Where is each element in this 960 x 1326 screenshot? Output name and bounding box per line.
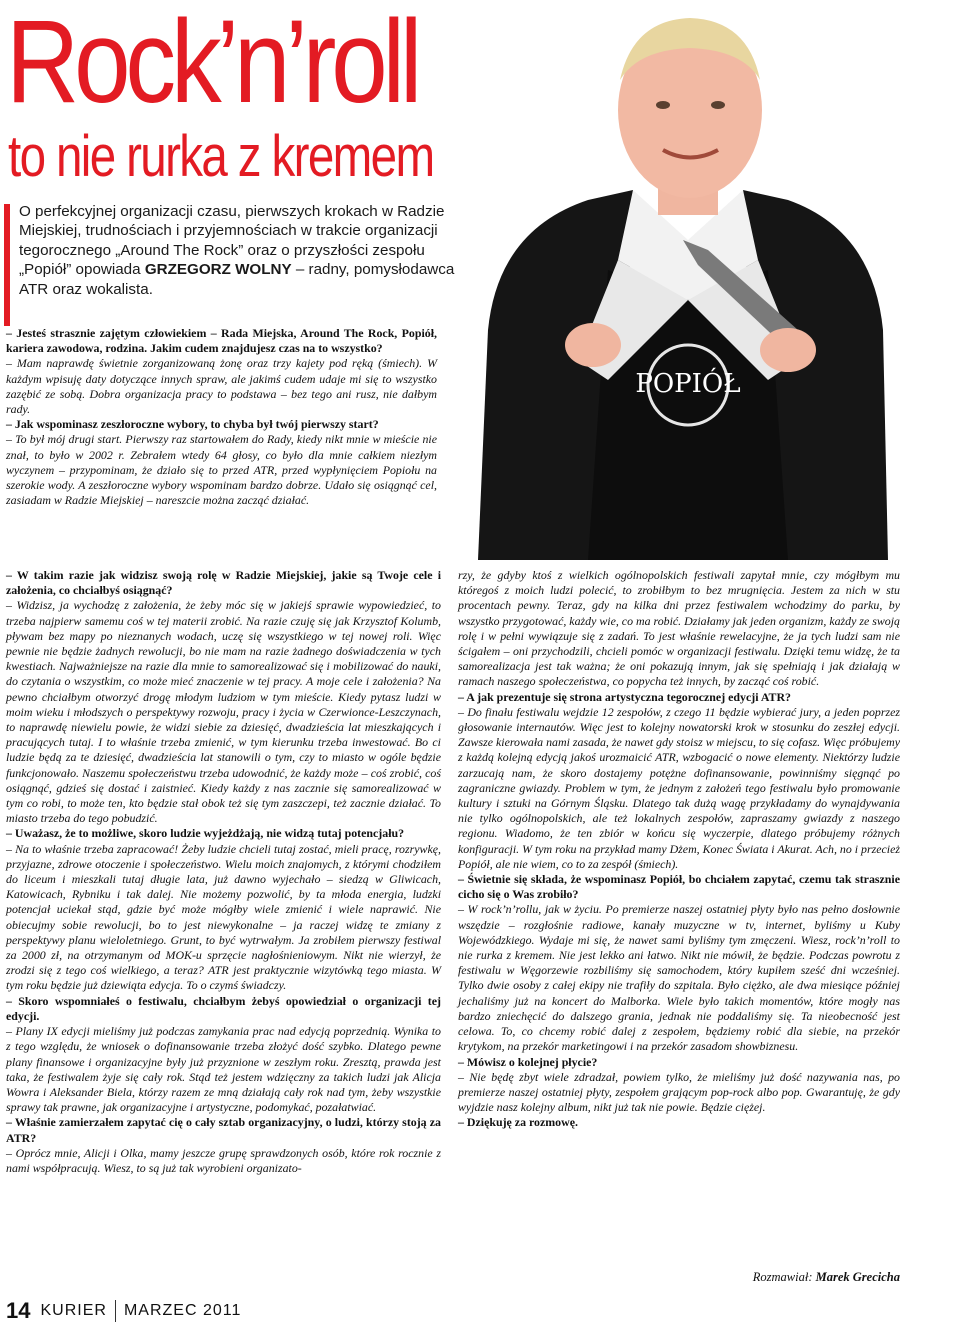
interview-answer: – Widzisz, ja wychodzę z założenia, że żeby móc się w jakiejś sprawie wypowiedzieć, to trzeba najpierw samemu coś w tej materii zrobić. Na razie czuję się jak Krzysztof Kolumb, pływam bez mapy po nieznanych wodach, uczę się wszystkiego w tej nowej roli. Więc pewnie nie będzie żadnych rewolucji, bo nie mam na razie żadnego doświadczenia w tych kwestiach. Najważniejsze na razie dla mnie to samorealizować się i mobilizować do nauki, do czytania o wszystkim, co może mieć znaczenie w tej pracy. A moje cele i założenia? Na pewno chciałbym otworzyć drogę młodym ludziom w tym mieście. Kiedy pytasz ludzi w moim wieku i młodszych o perspektywy rozwoju, pracy i życia w Czerwionce-Leszczynach, to naprawdę niewielu powie, że widzi siebie za dziesięć, dwadzieścia lat mieszkających i pracujących tutaj. I to właśnie trzeba zmienić, w tym kierunku trzeba inwestować. Bo ci ludzie będą za te dziesięć, dwadzieścia lat stanowili o tym, czy to miasto w ogóle będzie funkcjonowało. Naszemu społeczeństwu trzeba udowodnić, że każdy może – coś zrobić, coś osiągnąć, gdzieś się dostać i zaistnieć. Kiedy każdy z nas zacznie się samorealizować w tym co robi, to może ten, kto będzie stał obok też się tym zaszczepi, też zacznie działać. To miasto trzeba do tego pobudzić.: [6, 598, 441, 826]
interview-answer: – W rock’n’rollu, jak w życiu. Po premierze naszej ostatniej płyty było nas pełno dosłownie wszędzie – rozgłośnie radiowe, kanały muzyczne w tv, internet, byliśmy u Kuby Wojewódzkiego. Wydaje mi się, że nawet sami byliśmy tym zmęczeni. Wiesz, rock’n’roll to nie rurka z kremem. Nie jest lekko ani łatwo. Nikt nie mówił, że będzie. Podczas powrotu z festiwalu w Węgorzewie rozbiliśmy się samochodem, który kupiłem sześć dni wcześniej. Tylko dwie osoby z całej ekipy nie trafiły do szpitala. Było ciężko, ale dwa miesiące później jechaliśmy już na koncert do Malborka. Wiele było takich momentów, które mogły nas bardzo zniechęcić do dalszego grania, jednak nie poddaliśmy się. Ta nieobecność jest celowa. To, co chcemy robić dalej z zespołem, będziemy robić dla siebie, na przekór krytykom, na przekór marketingowi i na przekór zasadom showbiznesu.: [458, 902, 900, 1054]
interview-question: – Uważasz, że to możliwe, skoro ludzie wyjeżdżają, nie widzą tutaj potencjału?: [6, 826, 405, 841]
interview-answer: – Oprócz mnie, Alicji i Olka, mamy jeszcze grupę sprawdzonych osób, które rok rocznie z nami współpracują. Wiesz, to są już tak wyrobieni organizato-: [6, 1145, 441, 1175]
interview-column-right: [458, 568, 900, 1131]
interview-question: – Dziękuję za rozmowę.: [458, 1115, 578, 1130]
article-title: Rock’n’roll: [6, 0, 418, 128]
lead-accent-bar: [4, 204, 10, 326]
credit-prefix: Rozmawiał:: [752, 1270, 813, 1284]
interview-answer: – To był mój drugi start. Pierwszy raz startowałem do Rady, kiedy nikt mnie w mieście nie znał, to było w 2002 r. Zebrałem wtedy 64 głosy, co było dla mnie całkiem niezłym wyczynem – przypominam, że działo się to przed ATR, przed wypłynięciem Popiołu na szerokie wody. A zeszłoroczne wybory wspominam bardzo dobrze. Udało się osiągnąć cel, zasiadam w Radzie Miejskiej – nareszcie można zacząć działać.: [6, 432, 437, 508]
interview-question: – W takim razie jak widzisz swoją rolę w Radzie Miejskiej, jakie są Twoje cele i założenia, co chciałbyś osiągnąć?: [6, 568, 441, 598]
credit-name: Marek Grecicha: [815, 1270, 900, 1284]
page-footer: [6, 1296, 241, 1326]
interview-answer: – Mam naprawdę świetnie zorganizowaną żonę oraz trzy kajety pod ręką (śmiech). W każdym wpisuję daty dotyczące innych spraw, ale jakimś cudem udaje mi się to wszystko zazębić ze sobą. Dobra organizacja pracy to podstawa – bez tego ani rusz, nie dałbym rady.: [6, 356, 437, 417]
footer-divider: [115, 1300, 116, 1322]
interview-column-left: [6, 568, 441, 1176]
magazine-name: KURIER: [40, 1302, 107, 1319]
interview-question: – A jak prezentuje się strona artystyczna tegorocznej edycji ATR?: [458, 689, 791, 704]
interview-column-top: [6, 326, 437, 508]
lead-paragraph: [19, 202, 459, 299]
lead-tail: – radny, pomysłodawca ATR oraz wokalista.: [19, 261, 455, 298]
interviewer-credit: [650, 1270, 900, 1285]
shirt-logo-text: POPIÓŁ: [635, 369, 741, 399]
interview-answer: – Do finału festiwalu wejdzie 12 zespołów, z czego 11 będzie wybierać jury, a jeden poprzez głosowanie internautów. Więc jest to kolejny nowatorski krok w stosunku do zeszłej edycji. Zawsze kierowała nami zasada, że nawet gdy stoisz w miejscu, to się cofasz. Więc próbujemy z każdą kolejną edycją jakoś urozmaicić ATR, wzbogacić o nowe elementy. Niektórzy ludzie zarzucają nam, że skoro dostajemy potężne dofinansowanie, powinniśmy sięgnąć po zagraniczne gwiazdy. Problem w tym, że jednym z założeń tego festiwalu było promowanie kultury i sztuki na Górnym Śląsku. Dlatego tak dużą wagę przykładamy do wynajdywania nie tylko ogólnopolskich, ale też lokalnych zespołów, zapraszamy gwiazdy z naszego regionu. Wiadomo, że ten zbiór w końcu się wyczerpie, dlatego próbujemy różnych konfiguracji. W tym roku na przykład mamy Dżem, Konec Świata i Akurat. Ach, no i przecież Popiół, ale nie wiem, co to za zespół (śmiech).: [458, 704, 900, 871]
portrait-illustration: [458, 0, 908, 560]
interview-question: – Świetnie się składa, że wspominasz Popiół, bo chciałem zapytać, czemu tak strasznie cicho się o Was zrobiło?: [458, 872, 900, 902]
interview-question: – Właśnie zamierzałem zapytać cię o cały sztab organizacyjny, o ludzi, którzy stoją za ATR?: [6, 1115, 441, 1145]
lead-text: O perfekcyjnej organizacji czasu, pierwszych krokach w Radzie Miejskiej, trudnościach i przyjemnościach w trakcie organizacji tegorocznego „Around The Rock” oraz o przyszłości zespołu „Popiół” opowiada: [19, 203, 445, 279]
interview-question: – Skoro wspomniałeś o festiwalu, chciałbym żebyś opowiedział o organizacji tej edycji.: [6, 993, 441, 1023]
interview-answer: rzy, że gdyby ktoś z wielkich ogólnopolskich festiwali zapytał mnie, czy mógłbym mu któregoś z moich ludzi polecić, to zrobiłbym to bez mrugnięcia. Jestem za nich w stu procentach pewny. Teraz, gdy na kilka dni przez festiwalem wchodzimy do parku, by wszystko przygotować, każdy wie, co ma robić. Działamy jak jeden organizm, każdy ze swoją rolę i w pełni wywiązuje się z zadań. To jest właśnie rewelacyjne, że ja tych ludzi sam nie ścigałem – oni przychodzili, chcieli pomóc w organizacji festiwalu. Dzięki temu widzę, że ta samorealizacja jest tak ważna; że oni pokazują innym, jak się spełniają i jak działają w ramach naszego społeczeństwa, co popycha też innych, by zacząć coś robić.: [458, 568, 900, 689]
portrait-photo: [458, 0, 908, 560]
page-number: 14: [6, 1298, 31, 1323]
interview-question: – Jesteś strasznie zajętym człowiekiem – Rada Miejska, Around The Rock, Popiół, kariera zawodowa, rodzina. Jakim cudem znajdujesz czas na to wszystko?: [6, 326, 437, 356]
interview-question: – Mówisz o kolejnej płycie?: [458, 1054, 598, 1069]
interview-answer: – Nie będę zbyt wiele zdradzał, powiem tylko, że mieliśmy już dość nazywania nas, po premierze naszej ostatniej płyty, zespołem grającym pop-rock albo pop. Gwarantuję, że gdy wyjdzie nasz kolejny album, nikt już tak nie powie. Będzie ciężej.: [458, 1069, 900, 1115]
issue-date: MARZEC 2011: [123, 1302, 242, 1319]
interview-answer: – Plany IX edycji mieliśmy już podczas zamykania prac nad edycją poprzednią. Wynika to z tego względu, że wniosek o dofinansowanie trzeba złożyć dość szybko. Dlatego pewne plany finansowe i organizacyjne były już przyznione w zeszłym roku. Zresztą, prawda jest taka, że festiwalem żyje się cały rok. Stąd też jestem wdzięczny za takich ludzi jak Alicja Wowra i Aleksander Biela, którzy razem ze mną działają cały rok nad tym, żeby wszystkie sprawy tak prawne, jak organizacyjne i artystyczne, podomykać, pozałatwiać.: [6, 1024, 441, 1115]
interview-question: – Jak wspominasz zeszłoroczne wybory, to chyba był twój pierwszy start?: [6, 417, 379, 432]
article-subtitle: to nie rurka z kremem: [8, 124, 434, 189]
interview-answer: – Na to właśnie trzeba zapracować! Żeby ludzie chcieli tutaj zostać, mieli pracę, rozrywkę, przyjazne, zdrowe otoczenie i społeczeństwo. Wielu moich znajomych, z którymi chodziłem do liceum i mieszkali tutaj długie lata, już dawno wyjechało – siedzą w Gliwicach, Katowicach, Rybniku i tak dalej. Nie możemy pozwolić, by ta młoda energia, ludzki potencjał uciekał stąd, gdzie być może mógłby wiele zmienić i wiele naprawić. Nie obiecujmy sobie rewolucji, bo to jest niewykonalne – ja raczej widzę te zmiany z perspektywy planu wieloletniego. Grunt, to być wytrwałym. Ja zrobiłem pierwszy festiwal za 2000 zł, na otrzymanym od MOK-u sprzęcie nagłośnieniowym. Nikt nie wierzył, że zrodzi się z tego coś wielkiego, a teraz? ATR jest praktycznie wizytówką tego miasta. W tym roku będzie już dziewiąta edycja. To o czymś świadczy.: [6, 841, 441, 993]
lead-name: GRZEGORZ WOLNY: [144, 261, 292, 279]
